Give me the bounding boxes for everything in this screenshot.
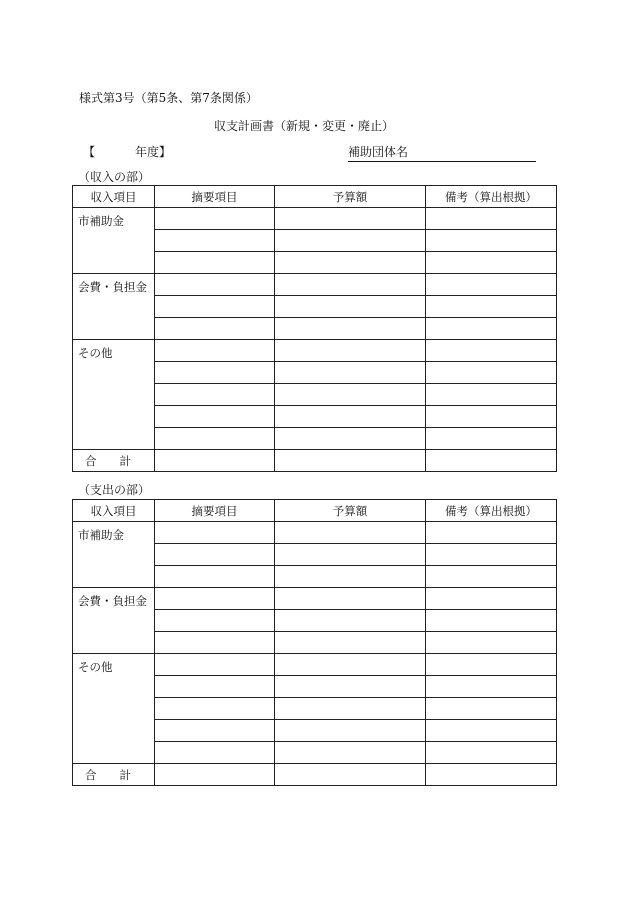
remarks-cell[interactable] [426, 544, 557, 566]
budget-cell[interactable] [275, 522, 426, 544]
table-header-row [73, 500, 557, 522]
remarks-cell[interactable] [426, 698, 557, 720]
total-budget-cell[interactable] [275, 450, 426, 472]
budget-cell[interactable] [275, 208, 426, 230]
table-header-row [73, 186, 557, 208]
budget-cell[interactable] [275, 698, 426, 720]
remarks-cell[interactable] [426, 296, 557, 318]
budget-cell[interactable] [275, 296, 426, 318]
budget-cell[interactable] [275, 676, 426, 698]
remarks-cell[interactable] [426, 252, 557, 274]
table-row [73, 274, 557, 296]
budget-cell[interactable] [275, 318, 426, 340]
remarks-cell[interactable] [426, 340, 557, 362]
group-name-label: 補助団体名 [348, 145, 409, 159]
remarks-cell[interactable] [426, 654, 557, 676]
remarks-cell[interactable] [426, 742, 557, 764]
header-budget: 予算額 [275, 500, 426, 522]
header-item: 収入項目 [73, 500, 155, 522]
summary-cell[interactable] [155, 384, 275, 406]
summary-cell[interactable] [155, 318, 275, 340]
total-label: 合 計 [73, 450, 155, 472]
year-open-bracket: 【 [83, 145, 96, 159]
remarks-cell[interactable] [426, 566, 557, 588]
summary-cell[interactable] [155, 230, 275, 252]
budget-cell[interactable] [275, 252, 426, 274]
budget-cell[interactable] [275, 384, 426, 406]
remarks-cell[interactable] [426, 522, 557, 544]
header-summary: 摘要項目 [155, 500, 275, 522]
summary-cell[interactable] [155, 208, 275, 230]
remarks-cell[interactable] [426, 362, 557, 384]
document-title: 収支計画書（新規・変更・廃止） [214, 119, 395, 133]
summary-cell[interactable] [155, 252, 275, 274]
total-remarks-cell[interactable] [426, 764, 557, 786]
budget-cell[interactable] [275, 428, 426, 450]
remarks-cell[interactable] [426, 318, 557, 340]
total-remarks-cell[interactable] [426, 450, 557, 472]
summary-cell[interactable] [155, 522, 275, 544]
total-summary-cell[interactable] [155, 764, 275, 786]
remarks-cell[interactable] [426, 406, 557, 428]
category-other: その他 [73, 654, 155, 764]
total-budget-cell[interactable] [275, 764, 426, 786]
budget-cell[interactable] [275, 742, 426, 764]
category-city-subsidy: 市補助金 [73, 208, 155, 274]
total-row [73, 764, 557, 786]
summary-cell[interactable] [155, 406, 275, 428]
table-row [73, 208, 557, 230]
remarks-cell[interactable] [426, 588, 557, 610]
remarks-cell[interactable] [426, 230, 557, 252]
summary-cell[interactable] [155, 720, 275, 742]
category-other: その他 [73, 340, 155, 450]
remarks-cell[interactable] [426, 610, 557, 632]
header-budget: 予算額 [275, 186, 426, 208]
income-section-label: （収入の部） [78, 170, 151, 184]
summary-cell[interactable] [155, 698, 275, 720]
total-summary-cell[interactable] [155, 450, 275, 472]
remarks-cell[interactable] [426, 632, 557, 654]
budget-cell[interactable] [275, 362, 426, 384]
budget-cell[interactable] [275, 632, 426, 654]
summary-cell[interactable] [155, 632, 275, 654]
remarks-cell[interactable] [426, 428, 557, 450]
category-membership-fees: 会費・負担金 [73, 274, 155, 340]
budget-cell[interactable] [275, 230, 426, 252]
header-remarks: 備考（算出根拠） [426, 500, 557, 522]
summary-cell[interactable] [155, 296, 275, 318]
income-table [72, 185, 557, 472]
expense-table [72, 499, 557, 786]
table-row [73, 340, 557, 362]
budget-cell[interactable] [275, 340, 426, 362]
summary-cell[interactable] [155, 654, 275, 676]
remarks-cell[interactable] [426, 676, 557, 698]
budget-cell[interactable] [275, 720, 426, 742]
budget-cell[interactable] [275, 654, 426, 676]
expense-section-label: （支出の部） [78, 483, 151, 497]
summary-cell[interactable] [155, 428, 275, 450]
budget-cell[interactable] [275, 566, 426, 588]
summary-cell[interactable] [155, 676, 275, 698]
summary-cell[interactable] [155, 742, 275, 764]
header-summary: 摘要項目 [155, 186, 275, 208]
summary-cell[interactable] [155, 610, 275, 632]
table-row [73, 588, 557, 610]
budget-cell[interactable] [275, 588, 426, 610]
budget-cell[interactable] [275, 406, 426, 428]
group-name-field[interactable] [348, 143, 536, 162]
summary-cell[interactable] [155, 340, 275, 362]
form-number: 様式第3号（第5条、第7条関係） [79, 91, 258, 105]
summary-cell[interactable] [155, 544, 275, 566]
header-item: 収入項目 [73, 186, 155, 208]
category-city-subsidy: 市補助金 [73, 522, 155, 588]
total-label: 合 計 [73, 764, 155, 786]
summary-cell[interactable] [155, 274, 275, 296]
remarks-cell[interactable] [426, 720, 557, 742]
year-suffix: 年度】 [135, 145, 172, 159]
remarks-cell[interactable] [426, 208, 557, 230]
summary-cell[interactable] [155, 362, 275, 384]
budget-cell[interactable] [275, 610, 426, 632]
table-row [73, 654, 557, 676]
header-remarks: 備考（算出根拠） [426, 186, 557, 208]
total-row [73, 450, 557, 472]
fiscal-year-label [83, 143, 171, 160]
table-row [73, 522, 557, 544]
remarks-cell[interactable] [426, 384, 557, 406]
summary-cell[interactable] [155, 588, 275, 610]
budget-cell[interactable] [275, 544, 426, 566]
budget-cell[interactable] [275, 274, 426, 296]
category-membership-fees: 会費・負担金 [73, 588, 155, 654]
summary-cell[interactable] [155, 566, 275, 588]
remarks-cell[interactable] [426, 274, 557, 296]
